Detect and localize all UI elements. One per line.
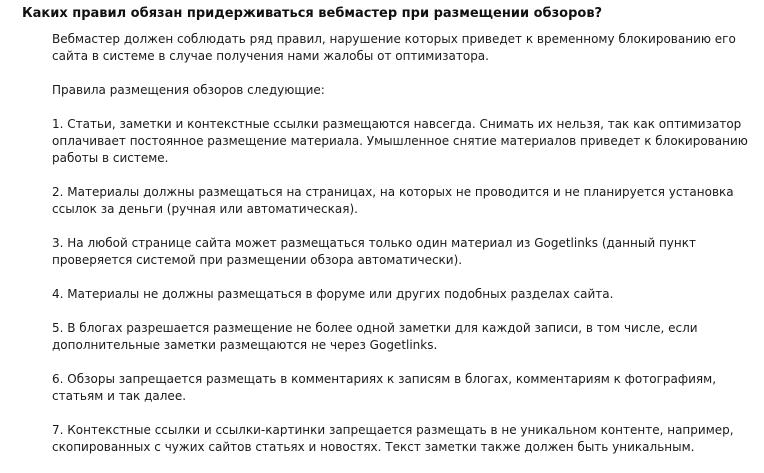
- answer-intro: Вебмастер должен соблюдать ряд правил, нарушение которых приведет к временному блокированию его сайта в системе в случае получения нами жалобы от оптимизатора.: [52, 32, 736, 63]
- rule-item-6: 6. Обзоры запрещается размещать в комментариях к записям в блогах, комментариям к фотографиям, статьям и так далее.: [52, 372, 717, 403]
- rule-item-4: 4. Материалы не должны размещаться в форуме или других подобных разделах сайта.: [52, 287, 614, 301]
- rule-item-3: 3. На любой странице сайта может размещаться только один материал из Gogetlinks (данный пункт проверяется системой при размещении обзора автоматически).: [52, 236, 696, 267]
- rule-item-1: 1. Статьи, заметки и контекстные ссылки размещаются навсегда. Снимать их нельзя, так как оптимизатор оплачивает постоянное размещение материала. Умышленное снятие материалов приведет к блокированию работы в системе.: [52, 117, 748, 165]
- rules-heading: Правила размещения обзоров следующие:: [52, 83, 325, 97]
- faq-question: Каких правил обязан придерживаться вебмастер при размещении обзоров?: [22, 6, 603, 21]
- rule-item-5: 5. В блогах разрешается размещение не более одной заметки для каждой записи, в том числе, если дополнительные заметки размещаются не через Gogetlinks.: [52, 321, 698, 352]
- faq-answer: [52, 31, 752, 473]
- rule-item-7: 7. Контекстные ссылки и ссылки-картинки запрещается размещать в не уникальном контенте, например, скопированных с чужих сайтов статьях и новостях. Текст заметки также должен быть уникальным.: [52, 423, 734, 454]
- rule-item-2: 2. Материалы должны размещаться на страницах, на которых не проводится и не планируется установка ссылок за деньги (ручная или автоматическая).: [52, 185, 734, 216]
